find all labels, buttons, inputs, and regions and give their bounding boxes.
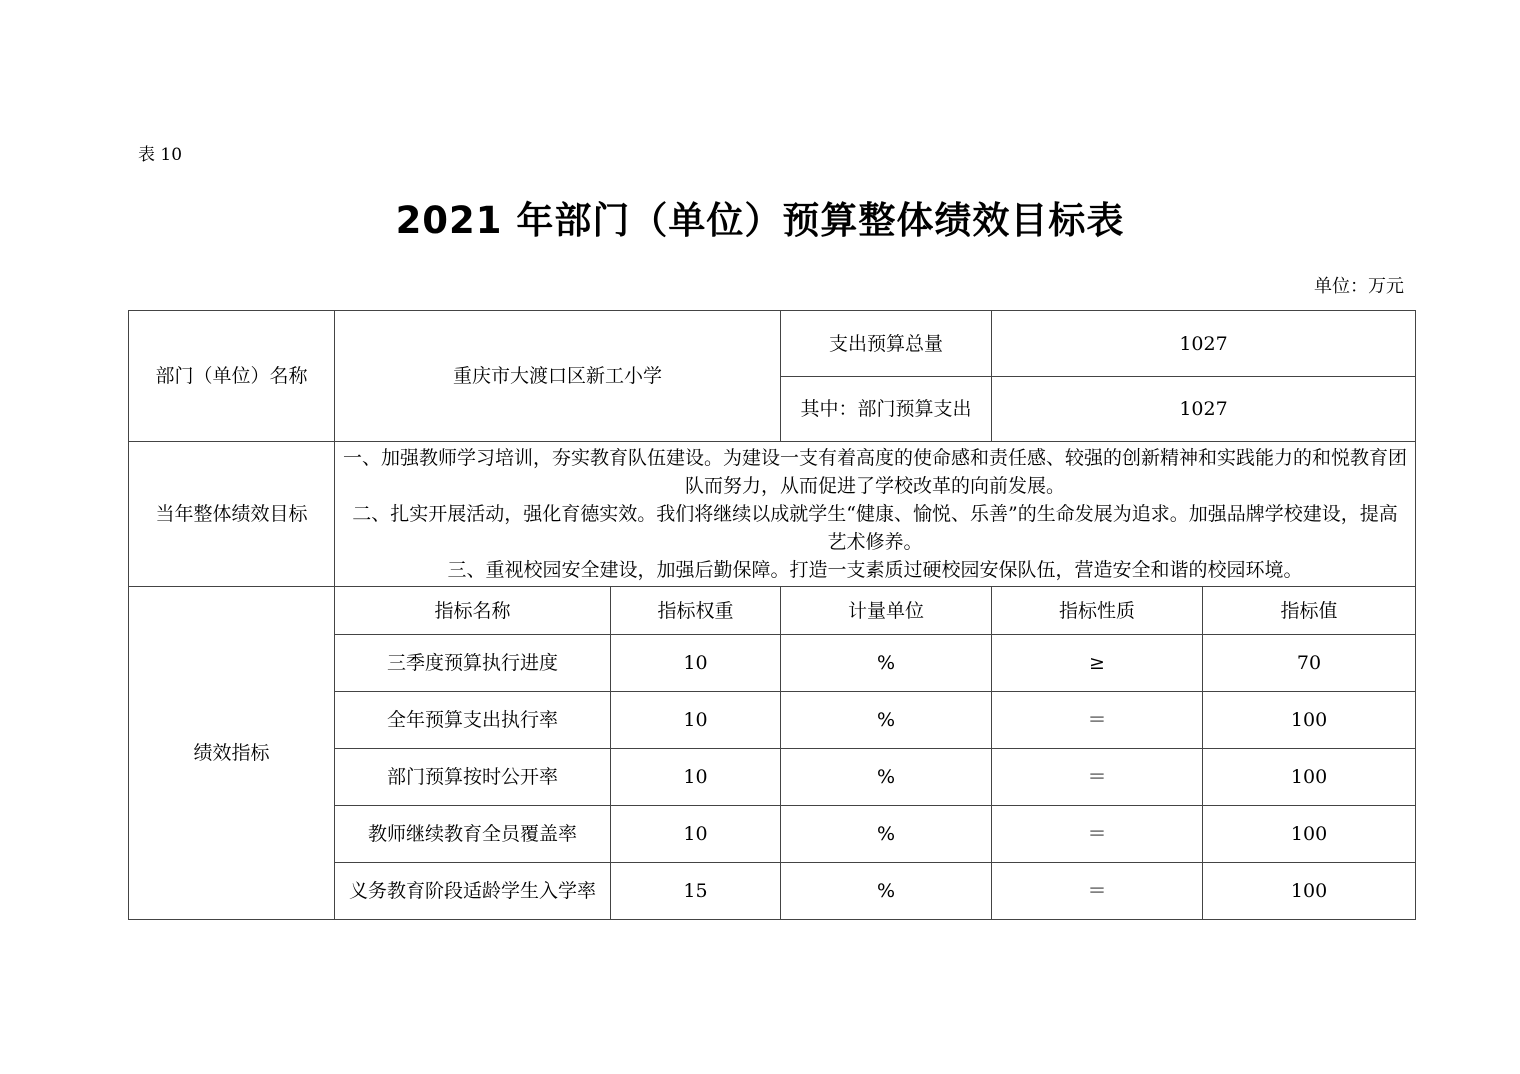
dept-name-value: 重庆市大渡口区新工小学 [335,311,781,442]
unit-label: 单位：万元 [1314,276,1404,297]
goal-line: 二、扎实开展活动，强化育德实效。我们将继续以成就学生“健康、愉悦、乐善”的生命发展为追求。加强品牌学校建设，提高艺术修养。 [352,503,1398,553]
indicator-value: 100 [1203,806,1416,863]
dept-name-label: 部门（单位）名称 [129,311,335,442]
total-budget-value: 1027 [992,311,1416,377]
indicator-name: 部门预算按时公开率 [335,749,611,806]
indicator-value: 100 [1203,692,1416,749]
indicator-unit: % [781,635,992,692]
indicator-unit: % [781,692,992,749]
indicator-name: 义务教育阶段适龄学生入学率 [335,863,611,920]
indicator-unit: % [781,806,992,863]
indicator-weight: 10 [611,806,781,863]
column-header: 指标性质 [992,587,1203,635]
indicators-label: 绩效指标 [129,587,335,920]
indicator-nature: ＝ [992,692,1203,749]
column-header: 指标名称 [335,587,611,635]
indicator-weight: 15 [611,863,781,920]
indicator-weight: 10 [611,749,781,806]
indicator-weight: 10 [611,635,781,692]
goal-line: 一、加强教师学习培训，夯实教育队伍建设。为建设一支有着高度的使命感和责任感、较强的创新精神和实践能力的和悦教育团队而努力，从而促进了学校改革的向前发展。 [343,447,1408,497]
annual-goal-text [335,442,1416,587]
column-header: 指标值 [1203,587,1416,635]
annual-goal-label: 当年整体绩效目标 [129,442,335,587]
indicator-nature: ＝ [992,806,1203,863]
indicator-name: 全年预算支出执行率 [335,692,611,749]
indicator-nature: ＝ [992,749,1203,806]
dept-budget-label: 其中：部门预算支出 [781,377,992,442]
indicator-weight: 10 [611,692,781,749]
indicator-unit: % [781,749,992,806]
table-number: 表 10 [138,145,183,165]
indicator-unit: % [781,863,992,920]
column-header: 指标权重 [611,587,781,635]
indicator-nature: ≥ [992,635,1203,692]
page-title: 2021 年部门（单位）预算整体绩效目标表 [395,199,1125,242]
indicator-value: 70 [1203,635,1416,692]
column-header: 计量单位 [781,587,992,635]
indicator-value: 100 [1203,749,1416,806]
indicator-value: 100 [1203,863,1416,920]
total-budget-label: 支出预算总量 [781,311,992,377]
indicator-name: 三季度预算执行进度 [335,635,611,692]
indicator-name: 教师继续教育全员覆盖率 [335,806,611,863]
dept-budget-value: 1027 [992,377,1416,442]
indicator-nature: ＝ [992,863,1203,920]
performance-target-table [128,310,1416,920]
goal-line: 三、重视校园安全建设，加强后勤保障。打造一支素质过硬校园安保队伍，营造安全和谐的校园环境。 [447,559,1303,581]
